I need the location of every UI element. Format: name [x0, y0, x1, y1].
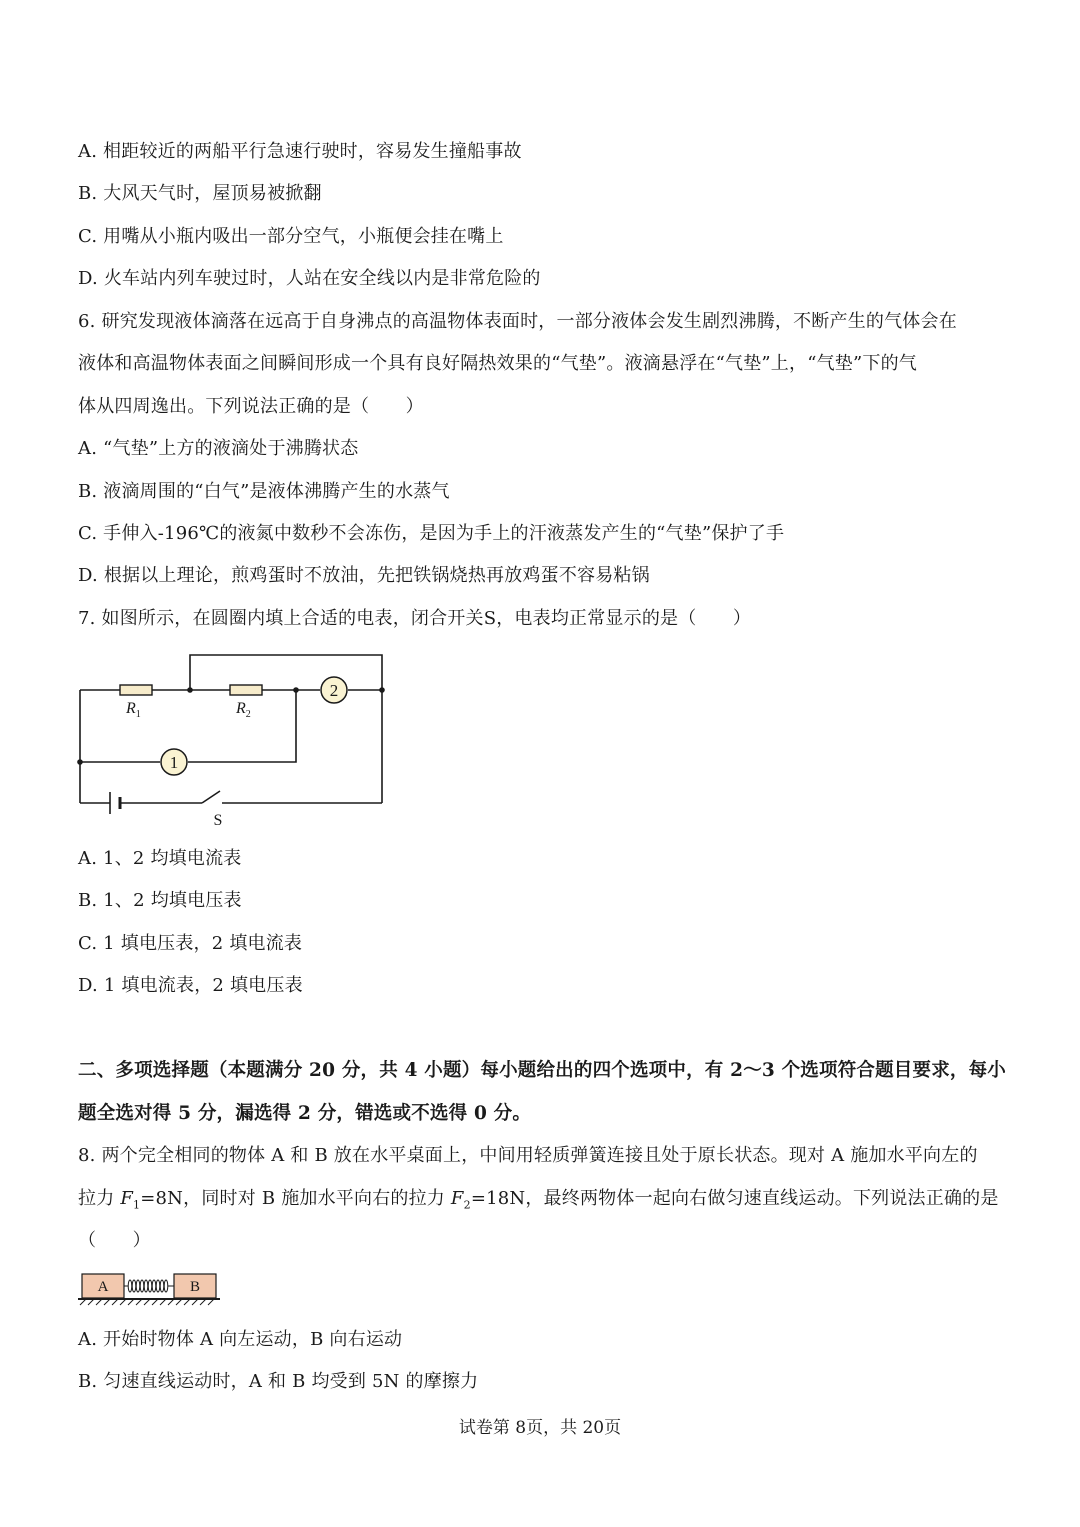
r1-label: $R_1$ — [126, 700, 141, 720]
q5-option-c: C. 用嘴从小瓶内吸出一部分空气，小瓶便会挂在嘴上 — [78, 226, 504, 247]
q6-stem-line-3: 体从四周逸出。下列说法正确的是（ ） — [78, 396, 424, 417]
blocks-spring-figure — [78, 1270, 223, 1310]
q6-option-c: C. 手伸入-196℃的液氮中数秒不会冻伤，是因为手上的汗液蒸发产生的“气垫”保护了手 — [78, 523, 785, 544]
q8-option-a: A. 开始时物体 A 向左运动，B 向右运动 — [78, 1329, 403, 1350]
block-a-label: A — [97, 1279, 109, 1295]
meter-1-label: 1 — [169, 753, 179, 772]
circuit-diagram — [70, 645, 400, 830]
q8-stem-line-1: 8. 两个完全相同的物体 A 和 B 放在水平桌面上，中间用轻质弹簧连接且处于原长状态。现对 A 施加水平向左的 — [78, 1145, 978, 1166]
switch-label: S — [213, 812, 223, 829]
resistor-r2 — [230, 685, 262, 695]
q8-stem-line-2: 拉力 $F_1=8N$，同时对 B 施加水平向右的拉力 $F_2=18N$，最终两物体一起向右做匀速直线运动。下列说法正确的是 — [78, 1188, 999, 1212]
q7-option-c: C. 1 填电压表，2 填电流表 — [78, 933, 303, 954]
q8-option-b: B. 匀速直线运动时，A 和 B 均受到 5N 的摩擦力 — [78, 1371, 479, 1392]
q7-option-b: B. 1、2 均填电压表 — [78, 890, 242, 911]
battery-icon — [110, 792, 120, 814]
q7-option-d: D. 1 填电流表，2 填电压表 — [78, 975, 303, 996]
q5-option-a: A. 相距较近的两船平行急速行驶时，容易发生撞船事故 — [78, 141, 522, 162]
section-2-heading-line-2: 题全选对得 5 分，漏选得 2 分，错选或不选得 0 分。 — [78, 1103, 532, 1124]
spring-icon — [124, 1280, 174, 1292]
q7-stem: 7. 如图所示，在圆圈内填上合适的电表，闭合开关S，电表均正常显示的是（ ） — [78, 608, 752, 629]
q7-option-a: A. 1、2 均填电流表 — [78, 848, 242, 869]
r2-label: $R_2$ — [236, 700, 251, 720]
resistor-r1 — [120, 685, 152, 695]
page-footer: 试卷第 8页，共 20页 — [458, 1418, 622, 1438]
q6-stem-line-1: 6. 研究发现液体滴落在远高于自身沸点的高温物体表面时，一部分液体会发生剧烈沸腾，不断产生的气体会在 — [78, 311, 957, 332]
section-2-heading-line-1: 二、多项选择题（本题满分 20 分，共 4 小题）每小题给出的四个选项中，有 2～3 个选项符合题目要求，每小 — [78, 1060, 1007, 1081]
q6-option-a: A. “气垫”上方的液滴处于沸腾状态 — [78, 438, 359, 459]
q6-stem-line-2: 液体和高温物体表面之间瞬间形成一个具有良好隔热效果的“气垫”。液滴悬浮在“气垫”上，“气垫”下的气 — [78, 353, 918, 374]
switch-icon — [202, 791, 220, 803]
q5-option-b: B. 大风天气时，屋顶易被掀翻 — [78, 183, 322, 204]
q6-option-d: D. 根据以上理论，煎鸡蛋时不放油，先把铁锅烧热再放鸡蛋不容易粘锅 — [78, 565, 650, 586]
block-b-label: B — [189, 1279, 201, 1295]
q8-stem-line-3: （ ） — [78, 1230, 151, 1251]
q5-option-d: D. 火车站内列车驶过时，人站在安全线以内是非常危险的 — [78, 268, 541, 289]
bypass-wire — [190, 655, 382, 690]
q6-option-b: B. 液滴周围的“白气”是液体沸腾产生的水蒸气 — [78, 481, 450, 502]
meter-2-label: 2 — [329, 681, 339, 700]
